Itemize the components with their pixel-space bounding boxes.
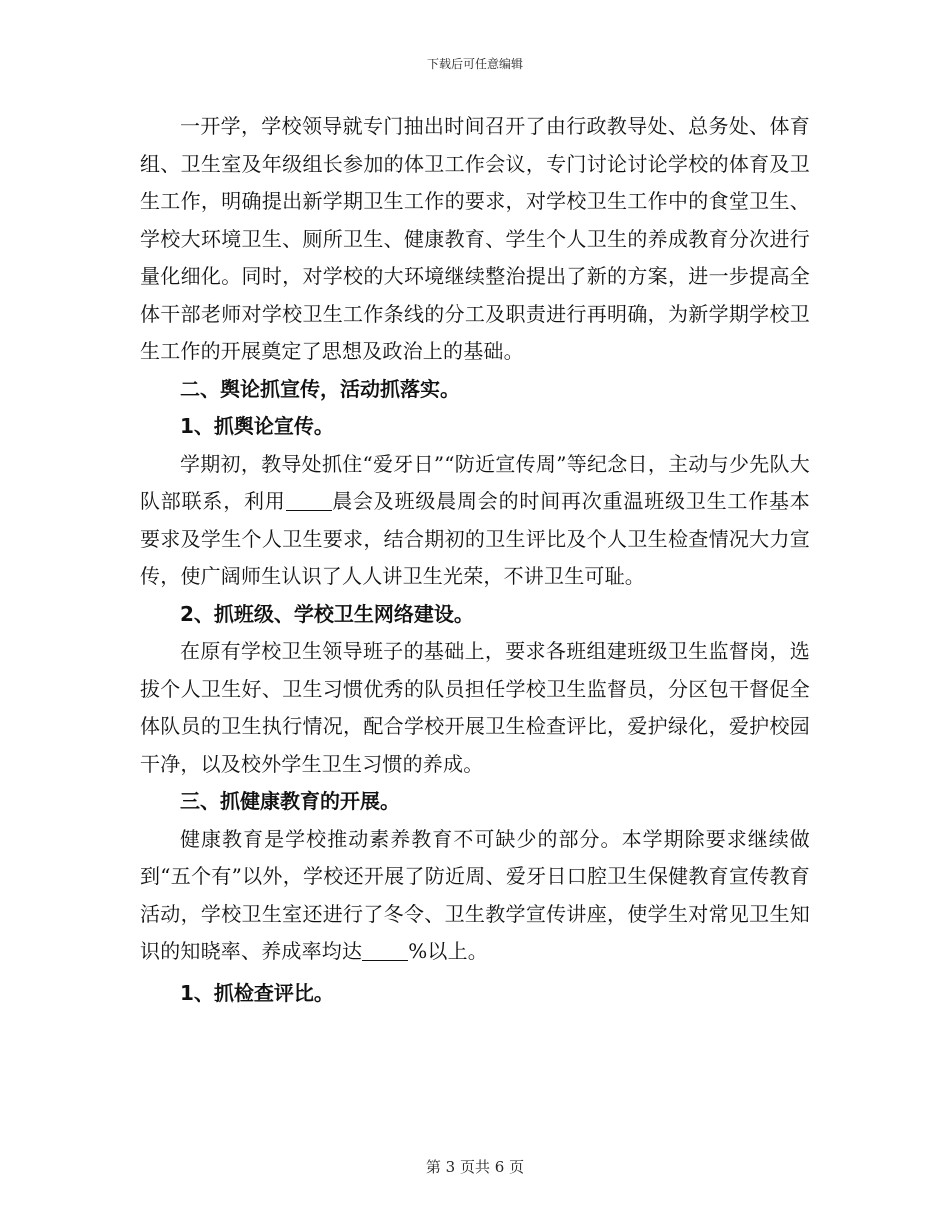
paragraph-meeting: 一开学，学校领导就专门抽出时间召开了由行政教导处、总务处、体育组、卫生室及年级组长参加的体卫工作会议，专门讨论讨论学校的体育及卫生工作，明确提出新学期卫生工作的要求，对学校卫生工作中的食堂卫生、学校大环境卫生、厕所卫生、健康教育、学生个人卫生的养成教育分次进行量化细化。同时，对学校的大环境继续整治提出了新的方案，进一步提高全体干部老师对学校卫生工作条线的分工及职责进行再明确，为新学期学校卫生工作的开展奠定了思想及政治上的基础。	[140, 114, 810, 363]
section-heading-publicity: 二、舆论抓宣传，活动抓落实。	[180, 376, 460, 401]
paragraph-health-education	[140, 821, 810, 971]
paragraph-publicity-text-after: 晨会及班级晨周会的时间再次重温班级卫生工作基本要求及学生个人卫生要求，结合期初的卫生评比及个人卫生检查情况大力宣传，使广阔师生认识了人人讲卫生光荣，不讲卫生可耻。	[140, 489, 810, 588]
page-header: 下载后可任意编辑	[426, 57, 523, 71]
section-heading-health-education: 三、抓健康教育的开展。	[180, 789, 400, 813]
paragraph-hygiene-network: 在原有学校卫生领导班子的基础上，要求各班组建班级卫生监督岗，选拔个人卫生好、卫生习惯优秀的队员担任学校卫生监督员，分区包干督促全体队员的卫生执行情况，配合学校开展卫生检查评比，爱护绿化，爱护校园干净，以及校外学生卫生习惯的养成。	[140, 639, 810, 776]
fill-in-blank	[286, 492, 332, 511]
subheading-inspection: 1、抓检查评比。	[180, 980, 334, 1005]
subheading-hygiene-network: 2、抓班级、学校卫生网络建设。	[180, 601, 474, 626]
fill-in-blank-percent	[362, 942, 408, 961]
paragraph-health-text-after: %以上。	[408, 939, 489, 963]
paragraph-publicity-text-before: 学期初，教导处抓住“爱牙日”“防近宣传周”等纪念日，主动与少先队大队部联系，利用	[140, 451, 810, 513]
page-footer: 第 3 页共 6 页	[425, 1158, 525, 1176]
subheading-opinion-publicity: 1、抓舆论宣传。	[180, 414, 334, 438]
page-content	[140, 108, 810, 1012]
paragraph-health-text-before: 健康教育是学校推动素养教育不可缺少的部分。本学期除要求继续做到“五个有”以外，学校还开展了防近周、爱牙日口腔卫生保健教育宣传教育活动，学校卫生室还进行了冬令、卫生教学宣传讲座，使学生对常见卫生知识的知晓率、养成率均达	[140, 826, 810, 963]
paragraph-publicity	[140, 446, 810, 596]
